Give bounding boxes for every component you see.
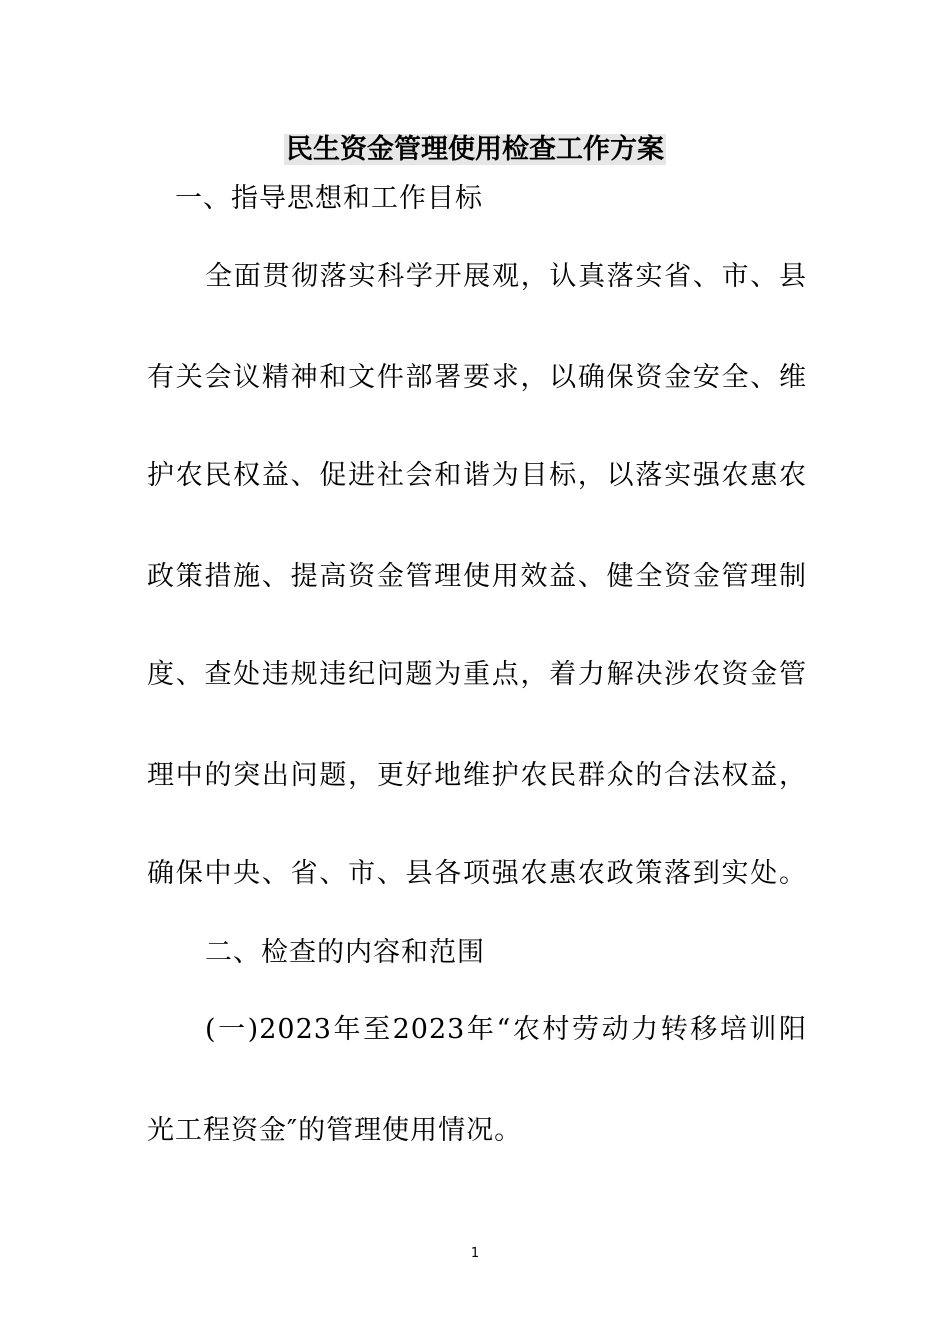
paragraph-line: 全面贯彻落实科学开展观，认真落实省、市、县 [205,261,807,292]
paragraph-line: 确保中央、省、市、县各项强农惠农政策落到实处。 [147,858,807,889]
section-heading-guiding-ideology: 一、指导思想和工作目标 [175,183,483,214]
paragraph-line: 光工程资金″的管理使用情况。 [147,1115,523,1146]
section-heading-inspection-scope: 二、检查的内容和范围 [205,937,485,968]
paragraph-line: 政策措施、提高资金管理使用效益、健全资金管理制 [147,561,807,592]
paragraph-line: (一)2023年至2023年“农村劳动力转移培训阳 [205,1014,807,1045]
paragraph-line: 度、查处违规违纪问题为重点，着力解决涉农资金管 [147,659,807,690]
paragraph-line: 有关会议精神和文件部署要求，以确保资金安全、维 [147,362,807,393]
document-title [0,131,950,169]
paragraph-line: 护农民权益、促进社会和谐为目标，以落实强农惠农 [147,460,807,491]
page-number: 1 [470,1246,480,1261]
document-title-text: 民生资金管理使用检查工作方案 [286,134,664,165]
paragraph-line: 理中的突出问题，更好地维护农民群众的合法权益， [147,760,807,791]
